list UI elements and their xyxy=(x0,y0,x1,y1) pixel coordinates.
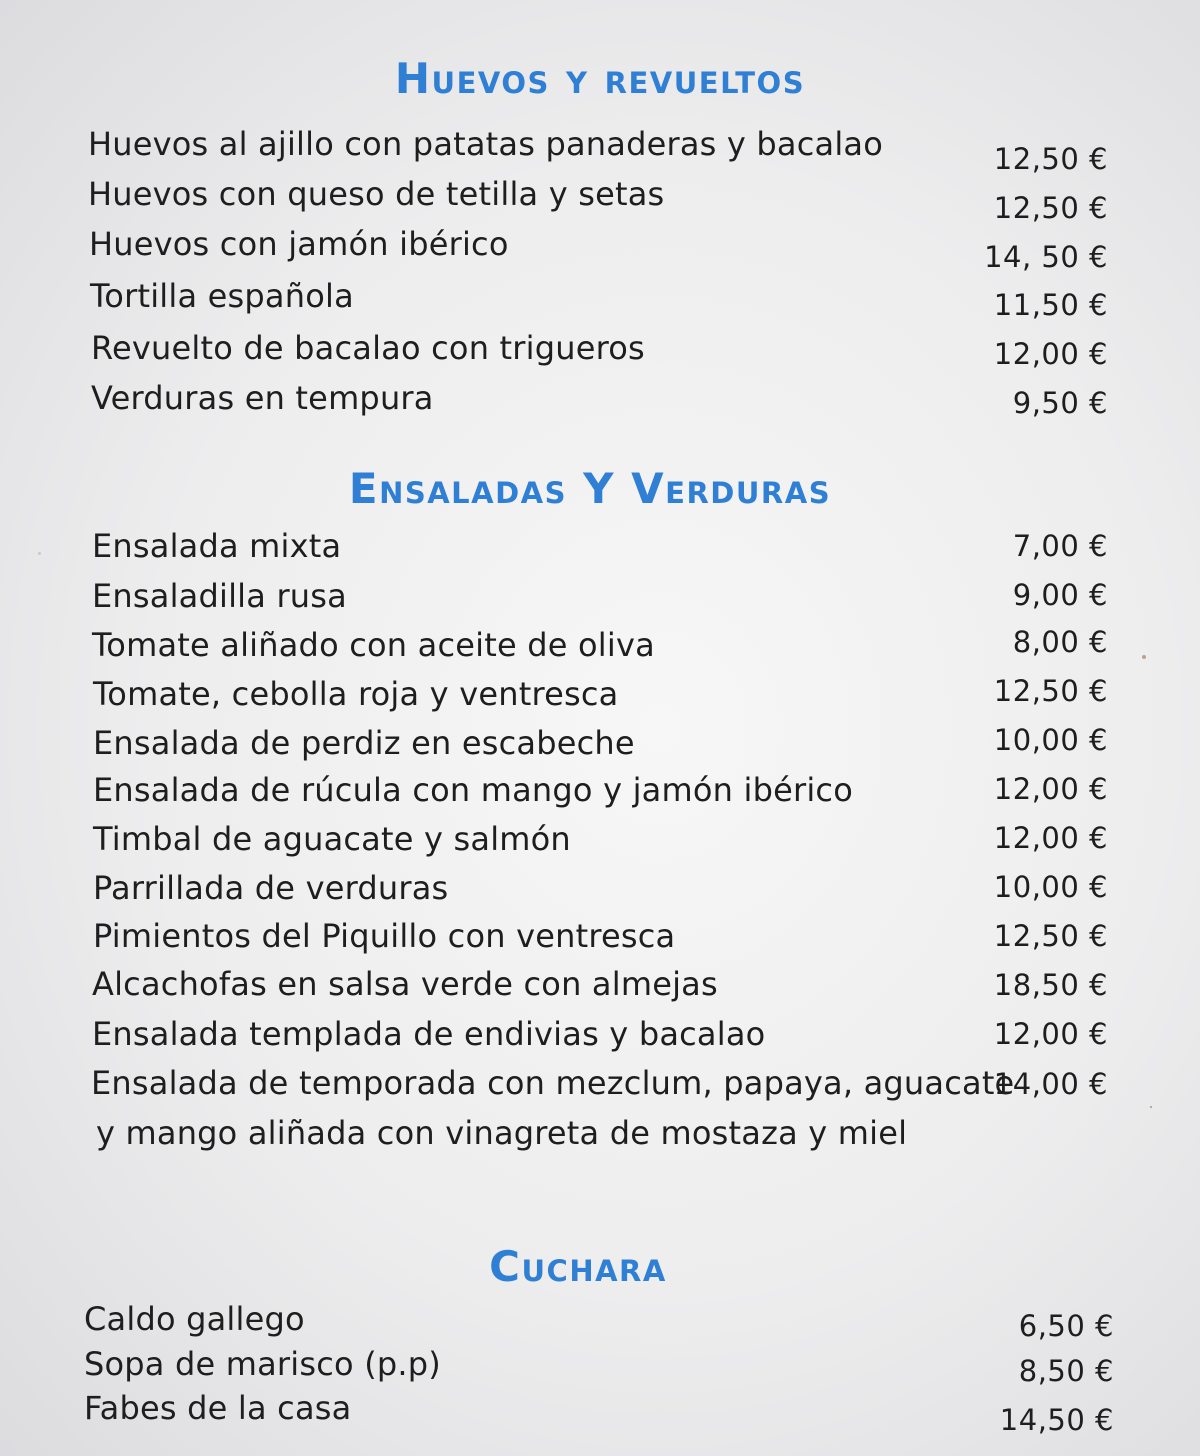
menu-item-name: Ensalada de perdiz en escabeche xyxy=(93,724,635,762)
paper-speck xyxy=(38,552,41,555)
menu-item-name: Pimientos del Piquillo con ventresca xyxy=(93,917,676,955)
menu-item-price: 14,00 € xyxy=(993,1067,1108,1101)
menu-item-price: 9,00 € xyxy=(1012,578,1108,612)
menu-item-name: Caldo gallego xyxy=(84,1300,305,1338)
paper-speck xyxy=(1142,655,1146,659)
menu-item-name: Ensalada de temporada con mezclum, papaya, aguacate xyxy=(91,1064,1015,1102)
menu-item-name: Ensalada templada de endivias y bacalao xyxy=(92,1015,766,1053)
menu-item-price: 7,00 € xyxy=(1012,529,1108,563)
menu-item-name: Tomate, cebolla roja y ventresca xyxy=(93,675,619,713)
menu-item-name: Tortilla española xyxy=(90,277,354,315)
menu-item-name: Huevos con queso de tetilla y setas xyxy=(88,175,665,213)
menu-item-price: 9,50 € xyxy=(1012,386,1108,420)
menu-item-name: Ensalada mixta xyxy=(92,527,342,565)
menu-item-price: 11,50 € xyxy=(993,288,1108,322)
section-title-cuchara: Cuchara xyxy=(489,1242,667,1291)
menu-item-name: Alcachofas en salsa verde con almejas xyxy=(92,965,718,1003)
menu-item-name-continued: y mango aliñada con vinagreta de mostaza y miel xyxy=(96,1114,908,1152)
menu-item-name: Revuelto de bacalao con trigueros xyxy=(91,329,645,367)
menu-item-price: 14,50 € xyxy=(999,1403,1114,1437)
section-title-ensaladas: Ensaladas Y Verduras xyxy=(348,464,832,513)
menu-item-price: 12,50 € xyxy=(993,191,1108,225)
menu-item-price: 12,00 € xyxy=(993,1017,1108,1051)
menu-item-name: Huevos al ajillo con patatas panaderas y bacalao xyxy=(88,125,884,163)
menu-item-price: 10,00 € xyxy=(993,723,1108,757)
menu-item-name: Ensalada de rúcula con mango y jamón ibérico xyxy=(93,771,854,809)
menu-item-name: Sopa de marisco (p.p) xyxy=(84,1345,441,1383)
menu-item-price: 12,00 € xyxy=(993,772,1108,806)
menu-item-name: Huevos con jamón ibérico xyxy=(89,225,509,263)
menu-item-price: 12,50 € xyxy=(993,674,1108,708)
menu-item-price: 8,50 € xyxy=(1018,1354,1114,1388)
menu-item-name: Parrillada de verduras xyxy=(93,869,449,907)
menu-item-name: Ensaladilla rusa xyxy=(92,577,347,615)
menu-item-name: Timbal de aguacate y salmón xyxy=(93,820,571,858)
menu-item-price: 6,50 € xyxy=(1018,1309,1114,1343)
menu-item-price: 10,00 € xyxy=(993,870,1108,904)
menu-item-price: 12,00 € xyxy=(993,821,1108,855)
menu-item-price: 18,50 € xyxy=(993,968,1108,1002)
menu-item-price: 14, 50 € xyxy=(984,240,1108,274)
menu-item-price: 12,50 € xyxy=(993,919,1108,953)
menu-item-name: Fabes de la casa xyxy=(84,1389,352,1427)
paper-speck xyxy=(1150,1106,1152,1108)
menu-item-price: 12,50 € xyxy=(993,142,1108,176)
section-title-huevos: Huevos y revueltos xyxy=(394,54,806,103)
menu-item-name: Tomate aliñado con aceite de oliva xyxy=(92,626,655,664)
menu-item-name: Verduras en tempura xyxy=(91,379,434,417)
menu-item-price: 12,00 € xyxy=(993,337,1108,371)
menu-item-price: 8,00 € xyxy=(1012,625,1108,659)
